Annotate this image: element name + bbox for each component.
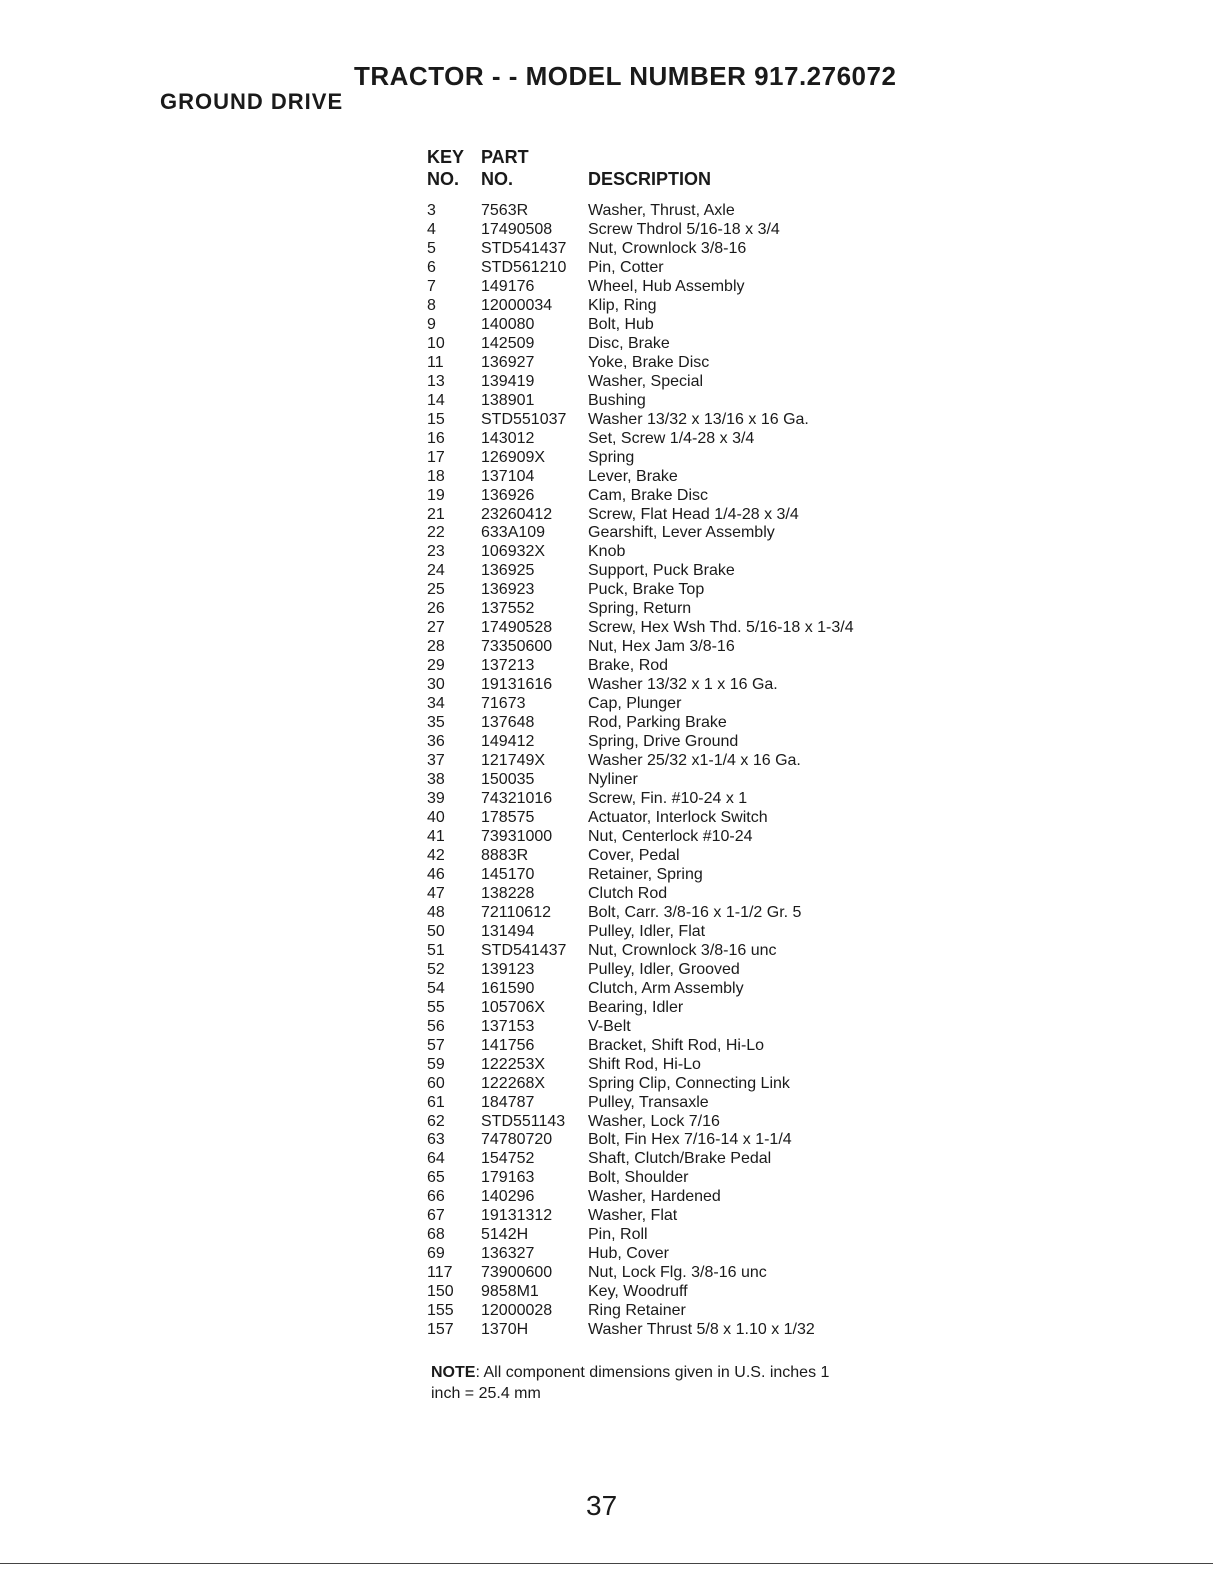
part-no-cell: 17490528 xyxy=(481,619,553,637)
part-no-cell: 136927 xyxy=(481,353,535,371)
description-cell: Shift Rod, Hi-Lo xyxy=(588,1055,701,1073)
description-cell: Nut, Lock Flg. 3/8-16 unc xyxy=(588,1264,767,1282)
description-cell: Retainer, Spring xyxy=(588,865,703,883)
part-no-cell: 19131616 xyxy=(481,676,553,694)
part-no-cell: 74780720 xyxy=(481,1131,553,1149)
part-no-cell: 17490508 xyxy=(481,220,553,238)
description-cell: Pulley, Idler, Flat xyxy=(588,922,706,940)
part-no-cell: 145170 xyxy=(481,865,535,883)
part-no-cell: 72110612 xyxy=(481,903,551,921)
description-cell: Key, Woodruff xyxy=(588,1283,688,1301)
note xyxy=(431,1362,851,1404)
description-cell: Pulley, Idler, Grooved xyxy=(588,960,740,978)
key-no-cell: 42 xyxy=(427,846,445,864)
part-no-cell: 121749X xyxy=(481,752,546,770)
key-no-cell: 150 xyxy=(427,1283,454,1301)
description-cell: Hub, Cover xyxy=(588,1245,669,1263)
key-no-cell: 67 xyxy=(427,1207,445,1225)
part-no-cell: 178575 xyxy=(481,809,535,826)
description-cell: Washer 13/32 x 1 x 16 Ga. xyxy=(588,676,778,694)
description-cell: Cam, Brake Disc xyxy=(588,486,709,504)
part-no-cell: 179163 xyxy=(481,1169,535,1187)
key-no-cell: 57 xyxy=(427,1036,445,1054)
description-cell: Wheel, Hub Assembly xyxy=(588,277,745,295)
description-cell: Gearshift, Lever Assembly xyxy=(588,524,775,542)
part-no-cell: 1370H xyxy=(481,1321,529,1339)
key-no-cell: 68 xyxy=(427,1226,445,1244)
part-no-cell: 19131312 xyxy=(481,1207,553,1225)
description-cell: Bushing xyxy=(588,391,646,409)
part-no-cell: 126909X xyxy=(481,448,546,466)
description-cell: Lever, Brake xyxy=(588,467,678,485)
key-no-cell: 157 xyxy=(427,1321,454,1339)
description-cell: Screw, Hex Wsh Thd. 5/16-18 x 1-3/4 xyxy=(588,619,854,637)
key-no-cell: 17 xyxy=(427,448,445,466)
key-no-cell: 65 xyxy=(427,1169,445,1187)
key-no-header-line1: KEY xyxy=(427,147,465,167)
description-cell: Nut, Centerlock #10-24 xyxy=(588,827,753,845)
part-no-cell: 149412 xyxy=(481,733,535,751)
part-no-cell: 136923 xyxy=(481,581,535,599)
description-cell: V-Belt xyxy=(588,1017,631,1035)
key-no-cell: 23 xyxy=(427,543,445,561)
part-no-cell: 137213 xyxy=(481,657,535,675)
key-no-cell: 5 xyxy=(427,239,436,257)
part-no-cell: 137552 xyxy=(481,600,535,618)
part-no-cell: STD551143 xyxy=(481,1112,566,1130)
bottom-rule xyxy=(0,1563,1213,1564)
description-cell: Spring, Drive Ground xyxy=(588,733,739,751)
description-cell: Washer 13/32 x 13/16 x 16 Ga. xyxy=(588,410,809,428)
description-cell: Washer Thrust 5/8 x 1.10 x 1/32 xyxy=(588,1321,815,1339)
part-no-cell: 138901 xyxy=(481,391,535,409)
part-no-cell: STD561210 xyxy=(481,258,567,276)
key-no-cell: 52 xyxy=(427,960,445,978)
part-no-cell: 143012 xyxy=(481,429,535,447)
key-no-cell: 39 xyxy=(427,790,445,808)
part-no-cell: 23260412 xyxy=(481,505,553,523)
description-cell: Screw, Flat Head 1/4-28 x 3/4 xyxy=(588,505,799,523)
part-no-cell: 136327 xyxy=(481,1245,535,1263)
part-no-cell: 161590 xyxy=(481,979,535,997)
key-no-cell: 54 xyxy=(427,979,445,997)
description-cell: Nyliner xyxy=(588,771,638,789)
description-cell: Spring Clip, Connecting Link xyxy=(588,1074,790,1092)
description-cell: Bearing, Idler xyxy=(588,998,684,1016)
key-no-cell: 16 xyxy=(427,429,445,447)
key-no-cell: 24 xyxy=(427,562,445,580)
key-no-cell: 14 xyxy=(427,391,445,409)
part-no-cell: 122268X xyxy=(481,1074,546,1092)
key-no-cell: 64 xyxy=(427,1150,445,1168)
part-no-cell: 73931000 xyxy=(481,827,553,845)
part-no-cell: 74321016 xyxy=(481,790,553,808)
description-cell: Spring, Return xyxy=(588,600,692,618)
description-cell: Washer, Hardened xyxy=(588,1188,721,1206)
description-cell: Nut, Crownlock 3/8-16 xyxy=(588,239,747,257)
part-no-cell: 154752 xyxy=(481,1150,535,1168)
key-no-cell: 50 xyxy=(427,922,445,940)
description-cell: Cover, Pedal xyxy=(588,846,680,864)
page-number: 37 xyxy=(586,1490,618,1521)
key-no-cell: 36 xyxy=(427,733,445,751)
key-no-cell: 9 xyxy=(427,315,436,333)
part-no-cell: 106932X xyxy=(481,543,546,561)
description-header: DESCRIPTION xyxy=(588,169,712,189)
part-no-cell: 5142H xyxy=(481,1226,529,1244)
key-no-cell: 37 xyxy=(427,752,445,770)
section-title: GROUND DRIVE xyxy=(160,89,344,114)
part-no-cell: STD551037 xyxy=(481,410,567,428)
part-no-cell: 141756 xyxy=(481,1036,535,1054)
description-cell: Bolt, Carr. 3/8-16 x 1-1/2 Gr. 5 xyxy=(588,903,802,921)
description-cell: Knob xyxy=(588,543,626,561)
part-no-cell: 105706X xyxy=(481,998,546,1016)
part-no-cell: 633A109 xyxy=(481,524,546,542)
description-cell: Klip, Ring xyxy=(588,296,657,314)
key-no-cell: 18 xyxy=(427,467,445,485)
description-cell: Nut, Hex Jam 3/8-16 xyxy=(588,638,735,656)
description-cell: Bolt, Fin Hex 7/16-14 x 1-1/4 xyxy=(588,1131,792,1149)
description-cell: Actuator, Interlock Switch xyxy=(588,809,768,826)
key-no-cell: 26 xyxy=(427,600,445,618)
key-no-cell: 41 xyxy=(427,827,445,845)
part-no-cell: 7563R xyxy=(481,202,529,219)
key-no-cell: 21 xyxy=(427,505,445,523)
part-no-cell: 73900600 xyxy=(481,1264,553,1282)
key-no-cell: 55 xyxy=(427,998,445,1016)
key-no-cell: 7 xyxy=(427,277,436,295)
description-cell: Puck, Brake Top xyxy=(588,581,705,599)
part-no-cell: 137153 xyxy=(481,1017,535,1035)
description-cell: Bracket, Shift Rod, Hi-Lo xyxy=(588,1036,765,1054)
part-no-cell: 139419 xyxy=(481,372,535,390)
key-no-cell: 69 xyxy=(427,1245,445,1263)
description-cell: Bolt, Hub xyxy=(588,315,654,333)
part-no-cell: STD541437 xyxy=(481,239,567,257)
part-no-cell: 149176 xyxy=(481,277,535,295)
key-no-cell: 6 xyxy=(427,258,436,276)
part-no-cell: 9858M1 xyxy=(481,1283,539,1301)
part-no-cell: 139123 xyxy=(481,960,535,978)
description-cell: Ring Retainer xyxy=(588,1302,686,1320)
description-cell: Disc, Brake xyxy=(588,334,670,352)
description-cell: Brake, Rod xyxy=(588,657,669,675)
key-no-cell: 3 xyxy=(427,202,436,219)
key-no-cell: 46 xyxy=(427,865,445,883)
description-cell: Washer, Special xyxy=(588,372,704,390)
key-no-cell: 62 xyxy=(427,1112,445,1130)
description-cell: Set, Screw 1/4-28 x 3/4 xyxy=(588,429,755,447)
description-cell: Washer 25/32 x1-1/4 x 16 Ga. xyxy=(588,752,801,770)
key-no-cell: 27 xyxy=(427,619,445,637)
key-no-cell: 155 xyxy=(427,1302,454,1320)
key-no-cell: 34 xyxy=(427,695,445,713)
description-cell: Shaft, Clutch/Brake Pedal xyxy=(588,1150,772,1168)
key-no-cell: 13 xyxy=(427,372,445,390)
description-cell: Screw, Fin. #10-24 x 1 xyxy=(588,790,748,808)
description-cell: Rod, Parking Brake xyxy=(588,714,727,732)
description-cell: Washer, Lock 7/16 xyxy=(588,1112,720,1130)
key-no-cell: 4 xyxy=(427,220,436,238)
key-no-cell: 38 xyxy=(427,771,445,789)
key-no-cell: 47 xyxy=(427,884,445,902)
key-no-cell: 35 xyxy=(427,714,445,732)
part-no-cell: 71673 xyxy=(481,695,526,713)
description-cell: Bolt, Shoulder xyxy=(588,1169,689,1187)
key-no-cell: 51 xyxy=(427,941,445,959)
key-no-cell: 22 xyxy=(427,524,445,542)
description-cell: Pin, Roll xyxy=(588,1226,648,1244)
key-no-cell: 48 xyxy=(427,903,445,921)
part-no-cell: 184787 xyxy=(481,1093,535,1111)
description-cell: Clutch Rod xyxy=(588,884,668,902)
part-no-cell: 140296 xyxy=(481,1188,535,1206)
part-no-cell: 12000034 xyxy=(481,296,553,314)
key-no-cell: 40 xyxy=(427,809,445,826)
description-cell: Yoke, Brake Disc xyxy=(588,353,710,371)
key-no-cell: 11 xyxy=(427,353,444,371)
part-no-cell: 137648 xyxy=(481,714,535,732)
description-cell: Nut, Crownlock 3/8-16 unc xyxy=(588,941,777,959)
key-no-cell: 61 xyxy=(427,1093,445,1111)
part-no-cell: 12000028 xyxy=(481,1302,553,1320)
part-no-header-line2: NO. xyxy=(481,169,514,189)
key-no-cell: 56 xyxy=(427,1017,445,1035)
key-no-header-line2: NO. xyxy=(427,169,460,189)
part-no-cell: STD541437 xyxy=(481,941,567,959)
part-no-cell: 131494 xyxy=(481,922,535,940)
page-title: TRACTOR - - MODEL NUMBER 917.276072 xyxy=(354,61,897,91)
description-cell: Support, Puck Brake xyxy=(588,562,735,580)
description-cell: Washer, Thrust, Axle xyxy=(588,202,735,219)
description-cell: Spring xyxy=(588,448,635,466)
description-cell: Screw Thdrol 5/16-18 x 3/4 xyxy=(588,220,780,238)
part-no-cell: 150035 xyxy=(481,771,535,789)
key-no-cell: 66 xyxy=(427,1188,445,1206)
key-no-cell: 10 xyxy=(427,334,445,352)
description-cell: Washer, Flat xyxy=(588,1207,678,1225)
note-label: NOTE xyxy=(431,1364,476,1381)
part-no-cell: 142509 xyxy=(481,334,535,352)
key-no-cell: 25 xyxy=(427,581,445,599)
key-no-cell: 117 xyxy=(427,1264,453,1282)
key-no-cell: 15 xyxy=(427,410,445,428)
key-no-cell: 28 xyxy=(427,638,445,656)
part-no-cell: 8883R xyxy=(481,846,529,864)
key-no-cell: 19 xyxy=(427,486,445,504)
key-no-cell: 8 xyxy=(427,296,436,314)
part-no-cell: 73350600 xyxy=(481,638,553,656)
key-no-cell: 63 xyxy=(427,1131,445,1149)
description-cell: Clutch, Arm Assembly xyxy=(588,979,744,997)
part-no-cell: 137104 xyxy=(481,467,535,485)
description-cell: Cap, Plunger xyxy=(588,695,682,713)
key-no-cell: 29 xyxy=(427,657,445,675)
note-text: : All component dimensions given in U.S. inches 1 inch = 25.4 mm xyxy=(431,1364,830,1402)
part-no-cell: 136926 xyxy=(481,486,535,504)
part-no-cell: 122253X xyxy=(481,1055,546,1073)
part-no-header-line1: PART xyxy=(481,147,529,167)
part-no-cell: 136925 xyxy=(481,562,535,580)
part-no-cell: 140080 xyxy=(481,315,535,333)
key-no-cell: 30 xyxy=(427,676,445,694)
part-no-cell: 138228 xyxy=(481,884,535,902)
description-cell: Pin, Cotter xyxy=(588,258,664,276)
key-no-cell: 60 xyxy=(427,1074,445,1092)
key-no-cell: 59 xyxy=(427,1055,445,1073)
description-cell: Pulley, Transaxle xyxy=(588,1093,709,1111)
